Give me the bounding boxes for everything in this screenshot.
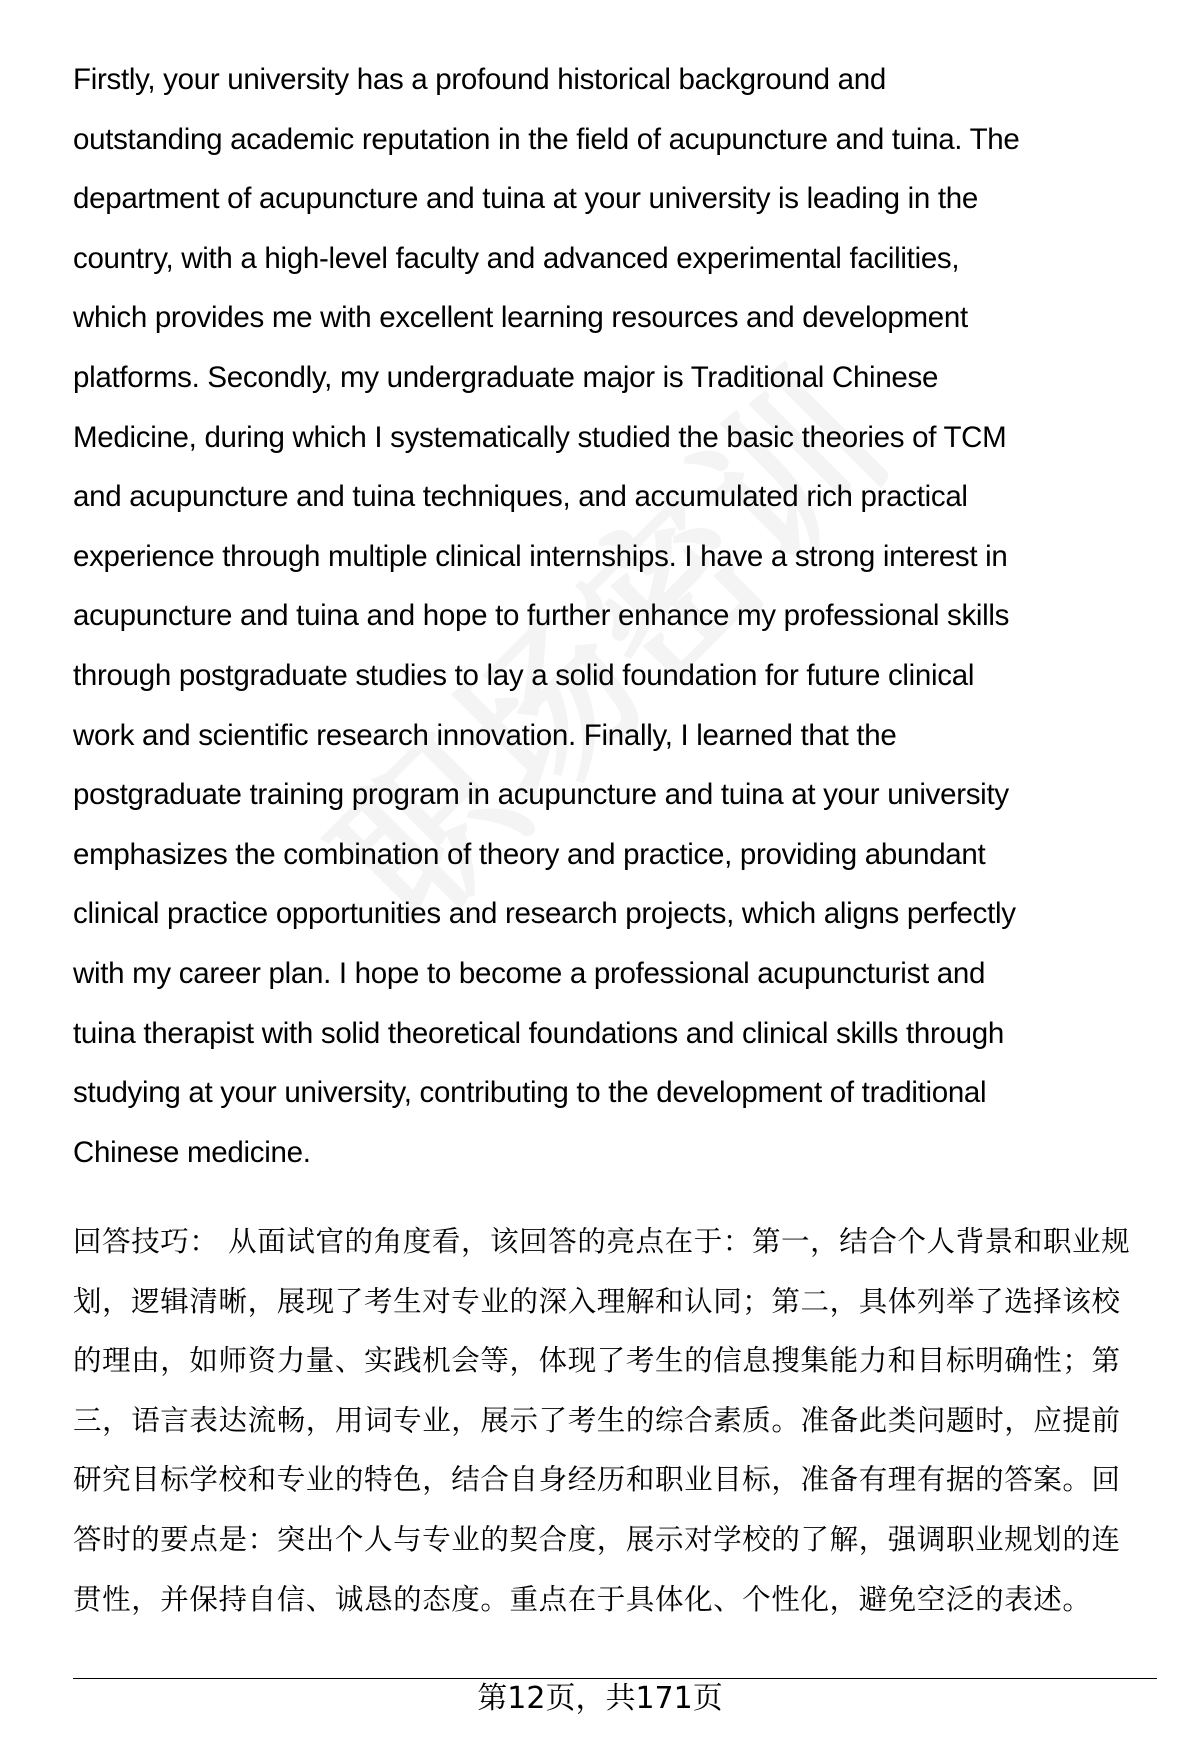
text-line: Medicine, during which I systematically studied the basic theories of TCM [73,420,1007,454]
text-line: country, with a high-level faculty and advanced experimental facilities, [73,241,960,275]
text-line: Chinese medicine. [73,1135,311,1169]
text-line: platforms. Secondly, my undergraduate major is Traditional Chinese [73,360,939,394]
text-line: acupuncture and tuina and hope to further enhance my professional skills [73,599,1010,633]
text-line: clinical practice opportunities and research projects, which aligns perfectly [73,897,1016,931]
text-line: emphasizes the combination of theory and practice, providing abundant [73,837,986,871]
text-line: outstanding academic reputation in the field of acupuncture and tuina. The [73,122,1020,156]
text-line: 贯性，并保持自信、诚恳的态度。重点在于具体化、个性化，避免空泛的表述。 [73,1582,1092,1616]
answer-tips-paragraph [73,1212,1163,1629]
text-line: 研究目标学校和专业的特色，结合自身经历和职业目标，准备有理有据的答案。回 [73,1463,1121,1497]
text-line: through postgraduate studies to lay a solid foundation for future clinical [73,658,975,692]
text-line: tuina therapist with solid theoretical foundations and clinical skills through [73,1016,1004,1050]
text-line: studying at your university, contributing to the development of traditional [73,1076,987,1110]
text-line: Firstly, your university has a profound historical background and [73,63,886,96]
text-line: and acupuncture and tuina techniques, and accumulated rich practical [73,480,968,514]
text-line: 的理由，如师资力量、实践机会等，体现了考生的信息搜集能力和目标明确性；第 [73,1344,1121,1378]
footer-divider [73,1678,1157,1679]
text-line: with my career plan. I hope to become a professional acupuncturist and [73,956,986,990]
text-line: 划，逻辑清晰，展现了考生对专业的深入理解和认同；第二，具体列举了选择该校 [73,1284,1121,1318]
text-line: 回答技巧： 从面试官的角度看，该回答的亮点在于：第一，结合个人背景和职业规 [73,1225,1131,1258]
text-line: department of acupuncture and tuina at your university is leading in the [73,182,978,216]
text-line: experience through multiple clinical internships. I have a strong interest in [73,539,1008,573]
text-line: 答时的要点是：突出个人与专业的契合度，展示对学校的了解，强调职业规划的连 [73,1522,1121,1556]
text-line: which provides me with excellent learning resources and development [73,301,968,335]
text-line: postgraduate training program in acupuncture and tuina at your university [73,778,1009,812]
english-answer-paragraph [73,50,1163,1182]
text-line: work and scientific research innovation. Finally, I learned that the [73,718,897,752]
text-line: 三，语言表达流畅，用词专业，展示了考生的综合素质。准备此类问题时，应提前 [73,1403,1121,1437]
page-number: 第12页，共171页 [477,1681,723,1716]
